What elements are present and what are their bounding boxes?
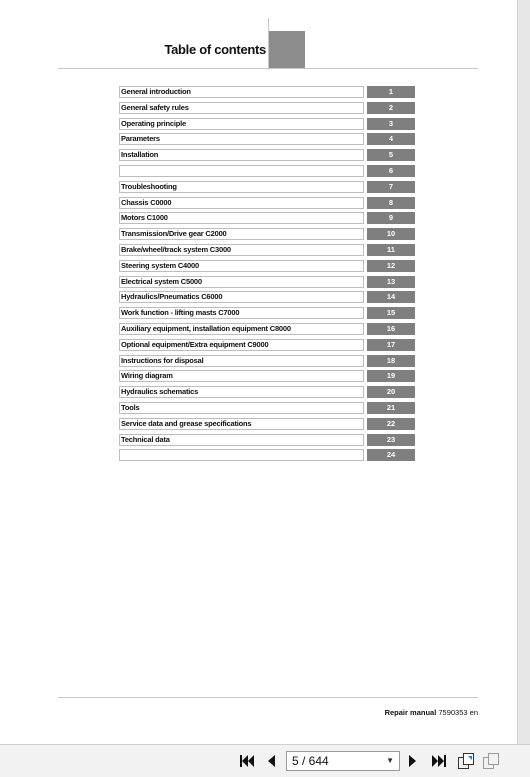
- thumbnail-button[interactable]: [482, 752, 500, 770]
- toc-section-number[interactable]: 3: [367, 118, 415, 130]
- toc-row[interactable]: [119, 181, 416, 197]
- toc-section-label[interactable]: Technical data: [119, 434, 364, 446]
- footer-title: Repair manual: [384, 708, 437, 717]
- toc-section-label[interactable]: Instructions for disposal: [119, 355, 364, 367]
- toc-section-number[interactable]: 8: [367, 197, 415, 209]
- viewer-toolbar: [0, 744, 530, 777]
- footer-rule: [58, 697, 478, 698]
- toc-section-label[interactable]: Steering system C4000: [119, 260, 364, 272]
- toc-row[interactable]: [119, 339, 416, 355]
- toc-section-number[interactable]: 14: [367, 291, 415, 303]
- toc-section-number[interactable]: 23: [367, 434, 415, 446]
- toc-section-label[interactable]: Service data and grease specifications: [119, 418, 364, 430]
- toc-table: [119, 86, 416, 465]
- last-page-icon: [431, 754, 447, 768]
- toc-section-number[interactable]: 17: [367, 339, 415, 351]
- toc-section-number[interactable]: 7: [367, 181, 415, 193]
- previous-page-button[interactable]: [262, 752, 280, 770]
- toc-section-label[interactable]: [119, 165, 364, 177]
- toc-section-number[interactable]: 2: [367, 102, 415, 114]
- next-page-icon: [407, 754, 419, 768]
- toc-section-label[interactable]: Hydraulics schematics: [119, 386, 364, 398]
- toc-section-number[interactable]: 24: [367, 449, 415, 461]
- toc-section-number[interactable]: 9: [367, 212, 415, 224]
- toc-section-number[interactable]: 1: [367, 86, 415, 98]
- toc-section-number[interactable]: 5: [367, 149, 415, 161]
- toc-row[interactable]: [119, 260, 416, 276]
- toc-row[interactable]: [119, 149, 416, 165]
- toc-row[interactable]: [119, 86, 416, 102]
- toc-section-label[interactable]: General safety rules: [119, 102, 364, 114]
- toc-row[interactable]: [119, 228, 416, 244]
- toc-row[interactable]: [119, 418, 416, 434]
- toc-row[interactable]: [119, 307, 416, 323]
- toc-section-label[interactable]: Installation: [119, 149, 364, 161]
- first-page-icon: [239, 754, 255, 768]
- page-footer: [300, 708, 478, 717]
- toc-section-label[interactable]: Transmission/Drive gear C2000: [119, 228, 364, 240]
- next-page-button[interactable]: [404, 752, 422, 770]
- page-number-select[interactable]: [286, 751, 400, 771]
- toc-row[interactable]: [119, 434, 416, 450]
- toc-section-label[interactable]: Tools: [119, 402, 364, 414]
- toc-section-label[interactable]: Optional equipment/Extra equipment C9000: [119, 339, 364, 351]
- toc-row[interactable]: [119, 323, 416, 339]
- fit-page-icon: [457, 752, 475, 770]
- toc-section-number[interactable]: 18: [367, 355, 415, 367]
- last-page-button[interactable]: [430, 752, 448, 770]
- chevron-down-icon: ▼: [386, 756, 394, 765]
- header-rule: [58, 68, 478, 69]
- fit-page-button[interactable]: [457, 752, 475, 770]
- toc-section-label[interactable]: Parameters: [119, 133, 364, 145]
- title-accent-block: [269, 31, 305, 68]
- first-page-button[interactable]: [238, 752, 256, 770]
- toc-section-number[interactable]: 13: [367, 276, 415, 288]
- toc-row[interactable]: [119, 197, 416, 213]
- toc-section-label[interactable]: Brake/wheel/track system C3000: [119, 244, 364, 256]
- vertical-scrollbar[interactable]: [517, 0, 530, 744]
- page-title: Table of contents: [164, 42, 266, 57]
- toc-section-label[interactable]: Operating principle: [119, 118, 364, 130]
- toc-section-number[interactable]: 4: [367, 133, 415, 145]
- toc-section-label[interactable]: Hydraulics/Pneumatics C6000: [119, 291, 364, 303]
- toc-row[interactable]: [119, 276, 416, 292]
- toc-row[interactable]: [119, 244, 416, 260]
- toc-section-number[interactable]: 20: [367, 386, 415, 398]
- toc-section-label[interactable]: Wiring diagram: [119, 370, 364, 382]
- toc-row[interactable]: [119, 386, 416, 402]
- footer-doc-number: 7590353 en: [438, 708, 478, 717]
- thumbnail-view-icon: [482, 752, 500, 770]
- toc-section-label[interactable]: Chassis C0000: [119, 197, 364, 209]
- toc-section-label[interactable]: [119, 449, 364, 461]
- toc-row[interactable]: [119, 355, 416, 371]
- toc-section-number[interactable]: 19: [367, 370, 415, 382]
- toc-section-number[interactable]: 6: [367, 165, 415, 177]
- toc-row[interactable]: [119, 212, 416, 228]
- toc-section-number[interactable]: 22: [367, 418, 415, 430]
- toc-row[interactable]: [119, 165, 416, 181]
- toc-row[interactable]: [119, 118, 416, 134]
- toc-section-label[interactable]: Motors C1000: [119, 212, 364, 224]
- toc-section-number[interactable]: 10: [367, 228, 415, 240]
- toc-section-number[interactable]: 15: [367, 307, 415, 319]
- toc-section-number[interactable]: 11: [367, 244, 415, 256]
- toc-row[interactable]: [119, 402, 416, 418]
- toc-row[interactable]: [119, 449, 416, 465]
- toc-section-label[interactable]: Troubleshooting: [119, 181, 364, 193]
- page-indicator: 5 / 644: [292, 754, 329, 768]
- toc-section-label[interactable]: General introduction: [119, 86, 364, 98]
- toc-row[interactable]: [119, 102, 416, 118]
- toc-row[interactable]: [119, 370, 416, 386]
- toc-section-number[interactable]: 16: [367, 323, 415, 335]
- toc-row[interactable]: [119, 133, 416, 149]
- toc-section-number[interactable]: 12: [367, 260, 415, 272]
- previous-page-icon: [265, 754, 277, 768]
- toc-row[interactable]: [119, 291, 416, 307]
- toc-section-label[interactable]: Auxiliary equipment, installation equipment C8000: [119, 323, 364, 335]
- toc-section-label[interactable]: Work function - lifting masts C7000: [119, 307, 364, 319]
- toc-section-label[interactable]: Electrical system C5000: [119, 276, 364, 288]
- toc-section-number[interactable]: 21: [367, 402, 415, 414]
